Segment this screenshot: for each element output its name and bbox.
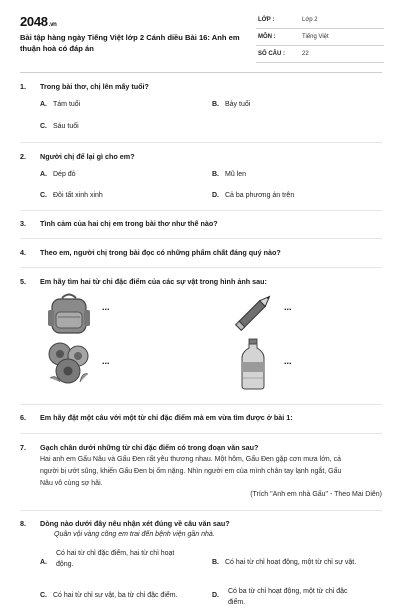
pencil-image <box>230 288 278 336</box>
divider <box>20 210 382 211</box>
q2-option-b[interactable]: B. Mũ len <box>212 171 247 178</box>
backpack-image <box>46 290 92 336</box>
divider <box>20 238 382 239</box>
header <box>20 12 384 68</box>
site-logo[interactable]: 2048.vn <box>20 14 57 29</box>
q8-option-d[interactable]: D. Có ba từ chỉ hoạt động, một từ chỉ đặc điểm. <box>212 588 348 606</box>
flowers-image <box>44 338 94 388</box>
q8-option-b[interactable]: B. Có hai từ chỉ hoạt động, một từ chỉ sự vật. <box>212 559 357 566</box>
q2-option-d[interactable]: D. Cả ba phương án trên <box>212 192 295 199</box>
answer-blank[interactable]: ... <box>102 356 110 366</box>
q1-option-b[interactable]: B. Bảy tuổi <box>212 101 251 108</box>
answer-blank[interactable]: ... <box>284 356 292 366</box>
divider <box>20 404 382 405</box>
meta-row-subject: MÔN : Tiếng Việt <box>256 29 384 46</box>
passage-line: Nâu vô cùng sợ hãi. <box>40 480 103 487</box>
worksheet-page: 2048.vn Bài tập hàng ngày Tiếng Việt lớp 2 Cánh diều Bài 16: Anh em thuận hoà có đáp án LỚP : Lớp 2 MÔN : Tiếng Việt SỐ CÂU : 22 1. Trong bài thơ, chị lên mấy tuổi? A. Tám tuổi B. Bảy tuổi C. Sáu tuổi 2. Người chị để lại gì cho em? A. Dép đỏ B. Mũ len C. Đôi tất xinh xinh D. Cả ba phương án trên 3. Tình cảm của hai chị em trong bài thơ như thế nào? 4. Theo em, người chị trong bài đọc có những phẩm chất đáng quý nào? 5. Em hãy tìm hai từ chỉ đặc điểm của các sự vật trong hình ảnh sau: ... ... ... ... 6. Em hãy đặt một câu với một từ chỉ đặc điểm mà em vừa tìm được ở bài 1: 7. Gạch chân dưới những từ chỉ đặc điểm có trong đoạn văn sau? Hai anh em Gấu Nâu và Gấu Đen rất yêu thương nhau. Một hôm, Gấu Đen gặp cơn mưa lớn, cả người bị ướt sũng, khiến Gấu Đen bị ốm nặng. Nhìn người em của mình chân tay lạnh ngắt, Gấu Nâu vô cùng sợ hãi. (Trích "Anh em nhà Gấu" - Theo Mai Diên) 8. Dòng nào dưới đây nêu nhận xét đúng về câu văn sau? Quân vội vàng cõng em trai đến bệnh viện gần nhà. A. Có hai từ chỉ đặc điểm, hai từ chỉ hoạt động. B. Có hai từ chỉ hoạt động, một từ chỉ sự vật. C. Có hai từ chỉ sự vật, ba từ chỉ đặc điểm. D. Có ba từ chỉ hoạt động, một từ chỉ đặc điểm. <box>20 14 382 606</box>
meta-table <box>256 12 384 63</box>
answer-blank[interactable]: ... <box>102 302 110 312</box>
q1-option-c[interactable]: C. Sáu tuổi <box>40 123 79 130</box>
page-title: Bài tập hàng ngày Tiếng Việt lớp 2 Cánh diều Bài 16: Anh em thuận hoà có đáp án <box>20 33 240 53</box>
divider <box>20 510 382 511</box>
passage-citation: (Trích "Anh em nhà Gấu" - Theo Mai Diên) <box>250 491 382 498</box>
passage-line: Hai anh em Gấu Nâu và Gấu Đen rất yêu thương nhau. Một hôm, Gấu Đen gặp cơn mưa lớn, cả <box>40 456 341 463</box>
header-divider <box>20 72 382 73</box>
q2-option-a[interactable]: A. Dép đỏ <box>40 171 76 178</box>
meta-row-class: LỚP : Lớp 2 <box>256 12 384 29</box>
q2-option-c[interactable]: C. Đôi tất xinh xinh <box>40 192 103 199</box>
divider <box>20 433 382 434</box>
answer-blank[interactable]: ... <box>284 302 292 312</box>
divider <box>20 142 382 143</box>
quoted-sentence: Quân vội vàng cõng em trai đến bệnh viện gần nhà. <box>54 531 215 538</box>
divider <box>20 267 382 268</box>
meta-row-count: SỐ CÂU : 22 <box>256 46 384 63</box>
water-bottle-image <box>238 338 268 390</box>
q1-option-a[interactable]: A. Tám tuổi <box>40 101 81 108</box>
passage-line: người bị ướt sũng, khiến Gấu Đen bị ốm nặng. Nhìn người em của mình chân tay lạnh ngắt, Gấu <box>40 468 342 475</box>
q8-option-a[interactable]: A. Có hai từ chỉ đặc điểm, hai từ chỉ hoạt động. <box>40 550 175 568</box>
q8-option-c[interactable]: C. Có hai từ chỉ sự vật, ba từ chỉ đặc điểm. <box>40 592 178 599</box>
